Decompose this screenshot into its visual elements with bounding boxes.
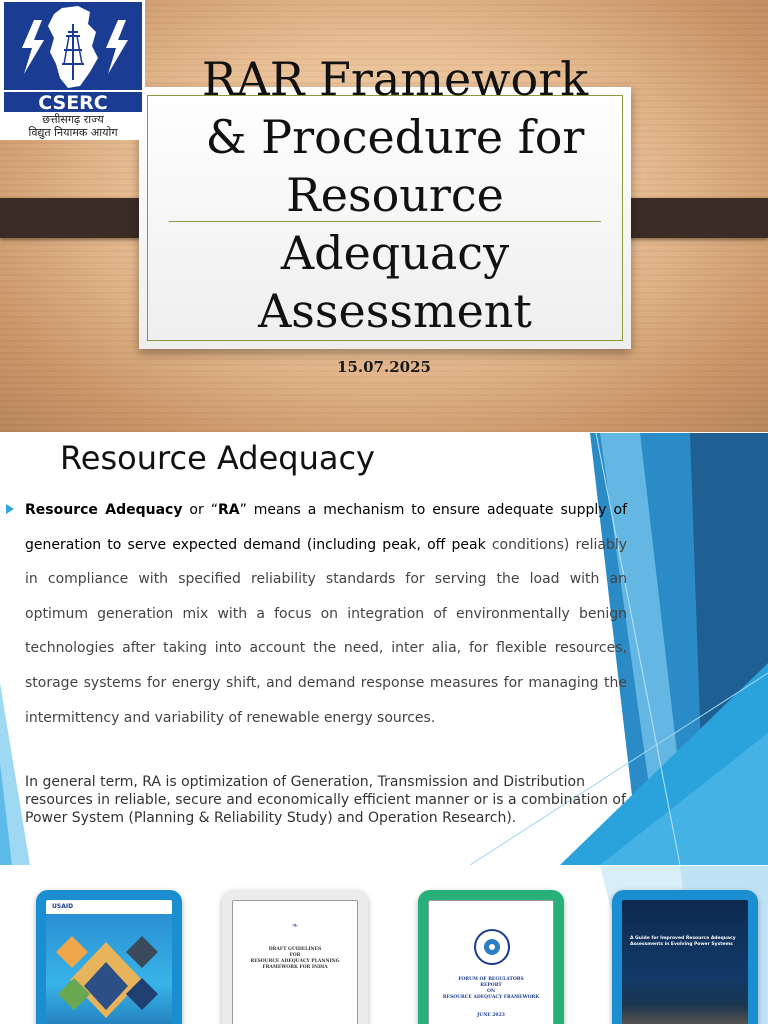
title-slide xyxy=(0,0,768,432)
definition-text-a: or “ xyxy=(182,502,218,518)
presentation-date: 15.07.2025 xyxy=(337,358,431,376)
slide-title xyxy=(170,50,620,340)
cover-line: FOR xyxy=(289,953,301,958)
cover-line: RESOURCE ADEQUACY FRAMEWORK xyxy=(442,995,540,1000)
cover-text xyxy=(239,947,351,971)
cover-graphic-icon xyxy=(46,900,172,1024)
resource-adequacy-slide xyxy=(0,433,768,865)
cover-line: JUNE 2023 xyxy=(477,1013,505,1018)
definition-text-b: ” means a mechanism to ensure adequate supply of generation to serve expected demand (including peak, off peak xyxy=(25,502,627,553)
right-strap xyxy=(612,198,768,238)
definition-paragraph xyxy=(25,493,627,735)
report-cover-lbnl-guide xyxy=(612,890,758,1024)
cover-line: FRAMEWORK FOR INDIA xyxy=(262,965,328,970)
term-ra: RA xyxy=(217,502,240,518)
title-line: Adequacy xyxy=(280,226,510,280)
ornament-icon: ❧ xyxy=(291,921,299,930)
cover-line: FORUM OF REGULATORS xyxy=(458,977,524,982)
usaid-logo: USAID xyxy=(52,903,74,910)
title-line: Resource xyxy=(286,168,504,222)
bullet-arrow-icon xyxy=(6,504,14,514)
logo-map-icon xyxy=(4,2,142,92)
term-resource-adequacy: Resource Adequacy xyxy=(25,502,183,518)
logo-subtitle-line: विद्युत नियामक आयोग xyxy=(28,126,118,139)
cover-line: Assessments in Evolving Power Systems xyxy=(630,942,733,947)
title-line: Assessment xyxy=(258,284,532,338)
seal-icon xyxy=(472,927,512,967)
cover-page xyxy=(232,900,358,1024)
definition-text-c: conditions) reliably in compliance with specified reliability standards for serving the load with an optimum generation mix with a focus on integration of environmentally benign technologies after taking into account the need, inter alia, for flexible resources, storage systems for energy shift, and demand response measures for managing the intermittency and variability of renewable energy sources. xyxy=(25,536,627,726)
cover-text xyxy=(435,977,547,1019)
cover-line: DRAFT GUIDELINES xyxy=(268,947,322,952)
report-cover-forum-of-regulators xyxy=(418,890,564,1024)
report-cover-draft-guidelines xyxy=(222,890,368,1024)
cover-line: A Guide for Improved Resource Adequacy xyxy=(630,936,736,941)
logo-subtitle-line: छत्तीसगढ़ राज्य xyxy=(42,113,104,126)
cover-line: ON xyxy=(486,989,496,994)
logo-subtitle xyxy=(2,113,144,139)
general-term-paragraph: In general term, RA is optimization of Generation, Transmission and Distribution resources in reliable, secure and economically efficient manner or is a combination of Power System (Planning & Reliability Study) and Operation Research). xyxy=(25,774,626,826)
report-cover-usaid xyxy=(36,890,182,1024)
title-line: & Procedure for xyxy=(205,110,585,164)
cover-text xyxy=(630,936,740,948)
reports-slide xyxy=(0,866,768,1024)
logo-acronym: CSERC xyxy=(4,90,142,112)
cover-page xyxy=(622,900,748,1024)
cover-page xyxy=(428,900,554,1024)
cover-page xyxy=(46,900,172,1024)
cover-line: RESOURCE ADEQUACY PLANNING xyxy=(250,959,340,964)
title-line: RAR Framework xyxy=(201,52,589,106)
slide-heading: Resource Adequacy xyxy=(60,439,375,477)
cserc-logo xyxy=(0,0,145,140)
left-strap xyxy=(0,198,156,238)
cover-line: REPORT xyxy=(480,983,502,988)
